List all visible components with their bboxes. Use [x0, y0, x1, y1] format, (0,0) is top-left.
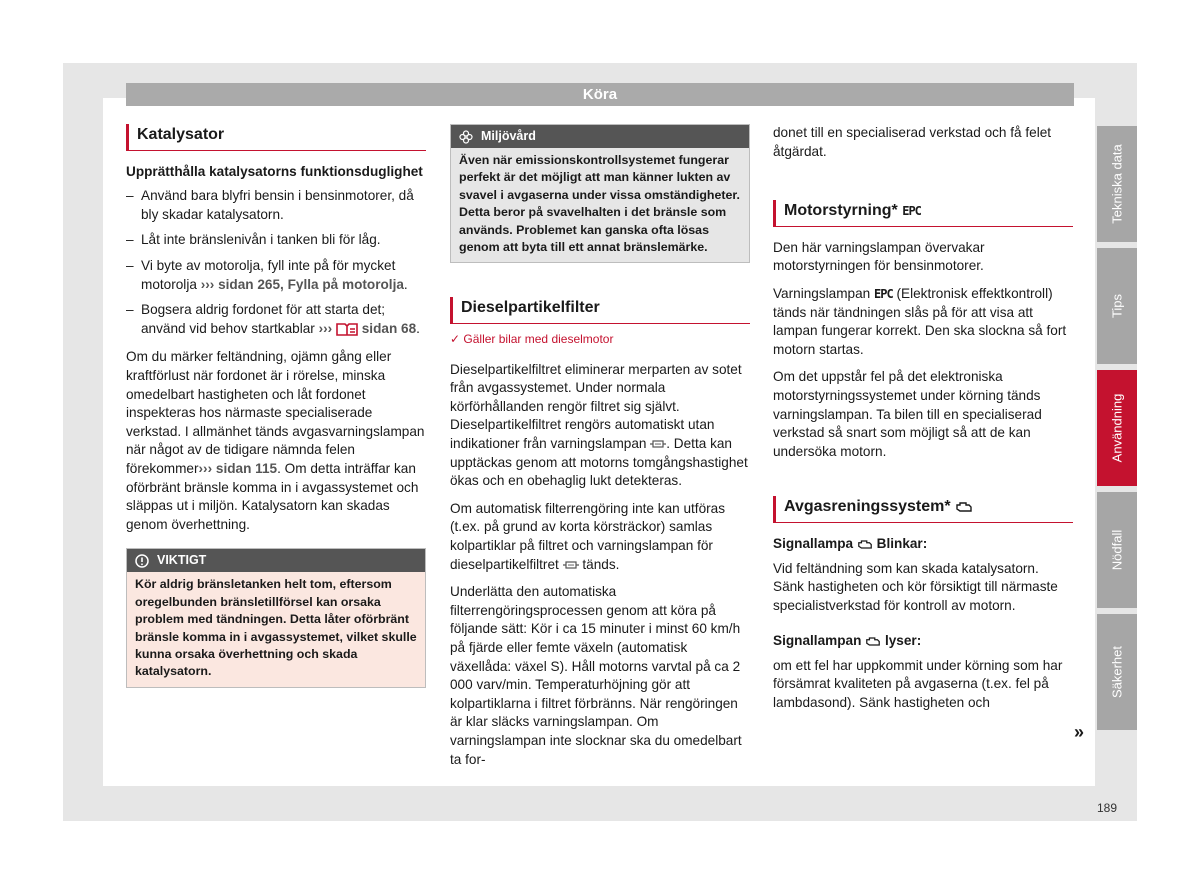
instruction-list	[126, 187, 426, 338]
list-item: – Låt inte bränslenivån i tanken bli för låg.	[126, 232, 381, 248]
epc-icon: EPC	[902, 204, 921, 219]
list-item: – Bogsera aldrig fordonet för att starta det; använd vid behov startkablar ››› sidan 68.	[126, 302, 420, 336]
continue-mark: »	[1074, 722, 1085, 742]
warning-box	[126, 548, 426, 687]
tab-sakerhet[interactable]: Säkerhet	[1097, 614, 1137, 730]
environment-box	[450, 124, 750, 263]
environment-header: Miljövård	[451, 125, 749, 148]
column-3	[773, 124, 1073, 722]
flower-icon	[459, 130, 473, 144]
chapter-header: Köra	[126, 83, 1074, 106]
warning-header: VIKTIGT	[127, 549, 425, 572]
subsection-title: Upprätthålla katalysatorns funktionsduglighet	[126, 163, 423, 179]
epc-icon: EPC	[874, 286, 893, 301]
paragraph: Underlätta den automatiska filterrengöringsprocessen genom att köra på följande sätt: Kör i ca 15 minuter i minst 60 km/h på fjärde eller femte växeln (automatisk växellåda: växel S). Håll motorns varvtal på ca 2 000 varv/min. Temperaturhöjning gör att kolpartiklarna i filtret förbränns. När rengöringen är klar släcks varningslampan. Om varningslampan inte slocknar ska du omedelbart ta for-	[450, 584, 742, 767]
book-reference-icon	[336, 322, 358, 336]
warning-circle-icon	[135, 554, 149, 568]
paragraph: Om det uppstår fel på det elektroniska motorstyrningssystemet under körning tänds varningslampan. Ta bilen till en specialiserad verkstad så snart som möjligt så att de kan undersöka motorn.	[773, 369, 1042, 459]
particle-filter-icon	[563, 560, 579, 570]
section-title-motorstyrning: Motorstyrning* EPC	[773, 200, 1073, 227]
warning-text: Kör aldrig bränsletanken helt tom, eftersom oregelbunden bränsletillförsel kan orsaka problem med tändningen. Detta låter oförbränt bränsle komma in i avgassystemet, vilket skulle kunna orsaka överhettning och skada katalysatorn.	[135, 577, 417, 679]
section-title-katalysator: Katalysator	[126, 124, 426, 151]
paragraph: Den här varningslampan övervakar motorstyrningen för bensinmotorer.	[773, 239, 985, 274]
page-number: 189	[1097, 801, 1118, 815]
column-1	[126, 124, 426, 688]
tab-tips[interactable]: Tips	[1097, 248, 1137, 364]
paragraph: Varningslampan EPC (Elektronisk effektkontroll) tänds när tändningen slås på för att visa att lampan fungerar korrekt. Den ska slockna så fort motorn startas.	[773, 285, 1067, 357]
column-2	[450, 124, 750, 778]
paragraph: om ett fel har uppkommit under körning som har försämrat kvaliteten på avgaserna (t.ex. fel på lambdasond). Sänk hastigheten och	[773, 657, 1063, 711]
paragraph: Vid feltändning som kan skada katalysatorn. Sänk hastigheten och kör försiktigt till närmaste specialistverkstad för kontroll av motorn.	[773, 560, 1058, 613]
particle-filter-icon	[650, 439, 666, 449]
engine-icon	[857, 539, 873, 550]
paragraph: Om automatisk filterrengöring inte kan utföras (t.ex. på grund av korta körsträckor) samlas kolpartiklar på filtret och varningslampan för dieselpartikelfiltret tänds.	[450, 500, 726, 572]
subsection-title: Signallampa Blinkar:	[773, 535, 928, 551]
list-item: – Använd bara blyfri bensin i bensinmotorer, då bly skadar katalysatorn.	[126, 188, 414, 222]
tab-nodfall[interactable]: Nödfall	[1097, 492, 1137, 608]
page-reference-link[interactable]: ››› sidan 68	[318, 320, 417, 336]
tab-tekniska-data[interactable]: Tekniska data	[1097, 126, 1137, 242]
page-reference-link[interactable]: ››› sidan 265, Fylla på motorolja	[200, 276, 404, 292]
section-title-dieselpartikelfilter: Dieselpartikelfilter	[450, 297, 750, 324]
paragraph: Dieselpartikelfiltret eliminerar merparten av sotet från avgassystemet. Under normala körförhållanden rengör filtret sig självt. Dieselpartikelfiltret rengörs automatiskt utan indikationer från varningslampan . Detta kan upptäckas genom att motorns tomgångshastighet ökas och en obehaglig lukt detekteras.	[450, 361, 748, 489]
engine-icon	[955, 501, 973, 513]
paragraph: donet till en specialiserad verkstad och få felet åtgärdat.	[773, 125, 1052, 159]
environment-text: Även när emissionskontrollsystemet fungerar perfekt är det möjligt att man känner lukten av svavel i avgaserna under vissa omständigheter. Detta beror på svavelhalten i det bränsle som används. Problemet kan ganska ofta lösas genom att byta till ett annat bränslemärke.	[459, 153, 740, 255]
subsection-title: Signallampan lyser:	[773, 633, 922, 649]
page-reference-link[interactable]: ››› sidan 115	[198, 460, 278, 476]
tab-anvandning[interactable]: Användning	[1097, 370, 1137, 486]
applicability-note: ✓ Gäller bilar med dieselmotor	[450, 332, 614, 347]
check-icon: ✓	[450, 332, 461, 347]
engine-icon	[865, 636, 881, 647]
list-item: – Vi byte av motorolja, fyll inte på för mycket motorolja ››› sidan 265, Fylla på motorolja.	[126, 257, 408, 292]
paragraph: Om du märker feltändning, ojämn gång eller kraftförlust när fordonet är i rörelse, minska omedelbart hastigheten och låt fordonet inspekteras hos närmaste specialiserade verkstad. I allmänhet tänds avgasvarningslampan när något av de tidigare nämnda felen förekommer››› sidan 115. Om detta inträffar kan oförbränt bränsle komma in i avgassystemet och släppas ut i miljön. Katalysatorn kan skadas genom överhettning.	[126, 349, 425, 532]
section-title-avgasreningssystem: Avgasreningssystem*	[773, 496, 1073, 523]
